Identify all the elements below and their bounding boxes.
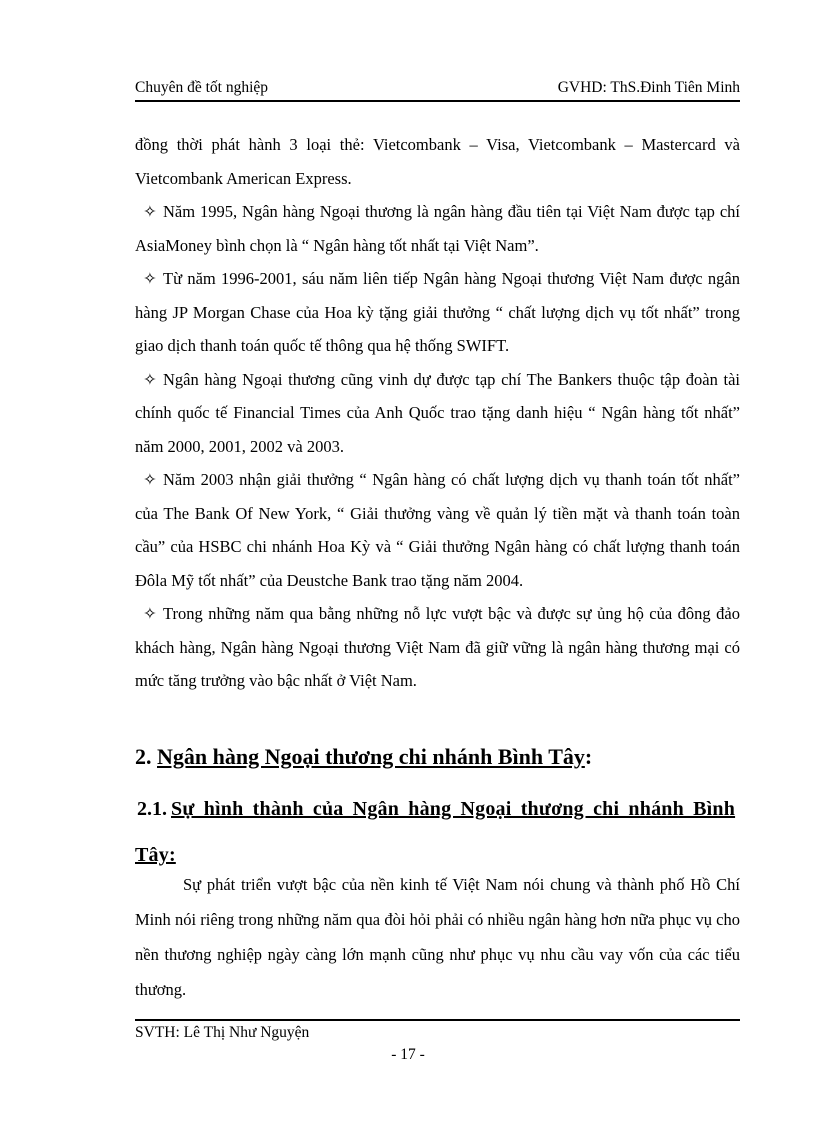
bullet-item (135, 363, 740, 464)
bullet-text: Từ năm 1996-2001, sáu năm liên tiếp Ngân hàng Ngoại thương Việt Nam được ngân hàng JP Morgan Chase của Hoa kỳ tặng giải thưởng “ chất lượng dịch vụ tốt nhất” trong giao dịch thanh toán quốc tế thông qua hệ thống SWIFT. (135, 269, 740, 355)
footer-author: SVTH: Lê Thị Như Nguyện (135, 1024, 310, 1041)
page-header (135, 76, 740, 102)
subsection-title: Sự hình thành của Ngân hàng Ngoại thương chi nhánh Bình Tây: (135, 798, 736, 866)
subsection-number: 2.1. (137, 798, 167, 820)
section-number: 2. (135, 744, 152, 769)
page-number: - 17 - (391, 1046, 425, 1063)
bullet-item (135, 195, 740, 262)
sparkle-bullet-icon: ✧ (143, 604, 157, 623)
sparkle-bullet-icon: ✧ (143, 269, 157, 288)
bullet-item (135, 262, 740, 363)
footer-divider (135, 1019, 740, 1021)
section-suffix: : (584, 744, 593, 769)
body-text (135, 128, 740, 698)
section-title: Ngân hàng Ngoại thương chi nhánh Bình Tây (157, 744, 585, 769)
header-left: Chuyên đề tốt nghiệp (135, 79, 269, 96)
bullet-text: Năm 2003 nhận giải thưởng “ Ngân hàng có chất lượng dịch vụ thanh toán tốt nhất” của The Bank Of New York, “ Giải thưởng vàng về quản lý tiền mặt và thanh toán toàn cầu” của HSBC chi nhánh Hoa Kỳ và “ Giải thưởng Ngân hàng có chất lượng thanh toán Đôla Mỹ tốt nhất” của Deustche Bank trao tặng năm 2004. (135, 470, 740, 590)
bullet-item (135, 597, 740, 698)
subsection-paragraph: Sự phát triển vượt bậc của nền kinh tế Việt Nam nói chung và thành phố Hồ Chí Minh nói riêng trong những năm qua đòi hỏi phải có nhiều ngân hàng hơn nữa phục vụ cho nền thương nghiệp ngày càng lớn mạnh cũng như phục vụ nhu cầu vay vốn của các tiểu thương. (135, 875, 740, 999)
sparkle-bullet-icon: ✧ (143, 470, 157, 489)
subsection-heading (135, 786, 740, 878)
bullet-text: Năm 1995, Ngân hàng Ngoại thương là ngân hàng đầu tiên tại Việt Nam được tạp chí AsiaMoney bình chọn là “ Ngân hàng tốt nhất tại Việt Nam”. (135, 202, 740, 255)
section-heading (135, 739, 740, 775)
bullet-text: Ngân hàng Ngoại thương cũng vinh dự được tạp chí The Bankers thuộc tập đoàn tài chính quốc tế Financial Times của Anh Quốc trao tặng danh hiệu “ Ngân hàng tốt nhất” năm 2000, 2001, 2002 và 2003. (135, 369, 740, 456)
bullet-item (135, 463, 740, 597)
header-right: GVHD: ThS.Đinh Tiên Minh (557, 79, 740, 96)
intro-paragraph: đồng thời phát hành 3 loại thẻ: Vietcombank – Visa, Vietcombank – Mastercard và Vietcombank American Express. (135, 135, 740, 188)
sparkle-bullet-icon: ✧ (143, 369, 157, 389)
bullet-text: Trong những năm qua bằng những nỗ lực vượt bậc và được sự ủng hộ của đông đảo khách hàng, Ngân hàng Ngoại thương Việt Nam đã giữ vững là ngân hàng thương mại có mức tăng trưởng vào bậc nhất ở Việt Nam. (135, 604, 740, 690)
sparkle-bullet-icon: ✧ (143, 202, 157, 221)
